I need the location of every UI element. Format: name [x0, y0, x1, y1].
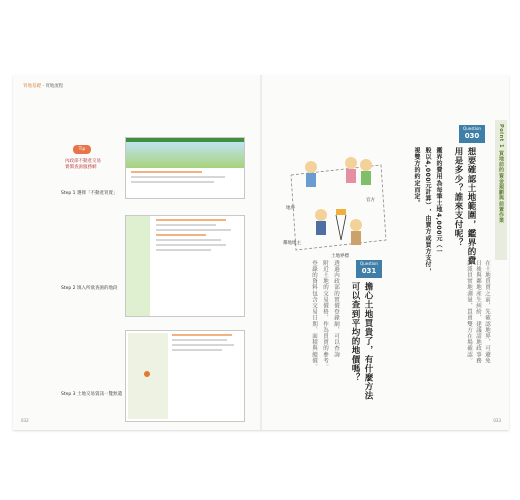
- running-head-section: 買地基礎: [23, 84, 41, 89]
- question-badge-031: [356, 260, 382, 278]
- question-badge-number: 031: [361, 267, 377, 275]
- illustration-label-marker: 土地界標: [331, 254, 349, 259]
- step-3-label: Step 3 土地交易資訊一覽無遺: [61, 392, 122, 397]
- left-page-number: 032: [21, 418, 29, 423]
- q030-title-1: 想要確認土地範圍，鑑界的費: [466, 147, 476, 266]
- website-screenshot-3: [125, 330, 245, 422]
- chapter-side-tab: [495, 120, 507, 260]
- right-page: [261, 75, 509, 430]
- running-head: 買地基礎 · 買地流程: [23, 84, 64, 89]
- side-text-1: 在土地買賣之前，先確認地界，可避免: [484, 260, 490, 364]
- q030-title-2: 用是多少？誰來支付呢？: [453, 147, 463, 248]
- illustration-label-boundary: 地界: [286, 206, 295, 211]
- book-spread: [13, 75, 509, 430]
- q031-body-1: 透過內政部的實價登錄網，可以查詢: [333, 260, 339, 358]
- q031-title-1: 擔心土地買貴了，有什麼方法: [363, 282, 373, 401]
- q031-body-3: 登錄的資料包含交易日期、面積與總價。: [311, 260, 317, 370]
- surveyor-drawing: [281, 145, 396, 265]
- website-screenshot-1: [125, 137, 245, 199]
- tip-note: 內政部不動產交易實價查詢服務網: [65, 159, 101, 170]
- q031-body-2: 附近土地的交易價格，作為買賣的參考。: [322, 260, 328, 370]
- question-badge-label: Question: [360, 261, 378, 266]
- question-badge-030: [459, 125, 485, 143]
- q030-body-2: 般以4,000元計算），由賣方或買方支付，: [424, 147, 431, 275]
- step-1-label: Step 1 選擇「不動產買賣」: [61, 191, 118, 196]
- right-page-number: 033: [493, 418, 501, 423]
- left-page: [13, 75, 261, 430]
- q030-body-3: 視雙方的約定而定。: [413, 147, 420, 207]
- step-2-label: Step 2 填入所欲查詢的地段: [61, 286, 118, 291]
- illustration-label-neighbor: 鄰地地主: [283, 241, 301, 246]
- side-text-2: 日後與鄰地產生糾紛，建議請地政事務: [475, 260, 481, 364]
- question-badge-label: Question: [463, 126, 481, 131]
- tip-badge: Tip: [73, 145, 91, 154]
- illustration-label-official: 官方: [366, 198, 375, 203]
- running-head-chapter: 買地流程: [45, 84, 64, 89]
- surveyor-illustration: [281, 145, 396, 265]
- side-text-3: 所派員實地測量，買賣雙方在場確認。: [466, 260, 472, 364]
- side-tab-label: Point 1 買地前的資金規劃與前置作業: [498, 124, 504, 224]
- q031-title-2: 可以查到平均的地價嗎？: [350, 282, 360, 383]
- website-screenshot-2: [125, 215, 245, 317]
- q030-body-1: 鑑界的費用為每筆土地4,000元（一: [435, 147, 442, 255]
- question-badge-number: 030: [464, 132, 480, 140]
